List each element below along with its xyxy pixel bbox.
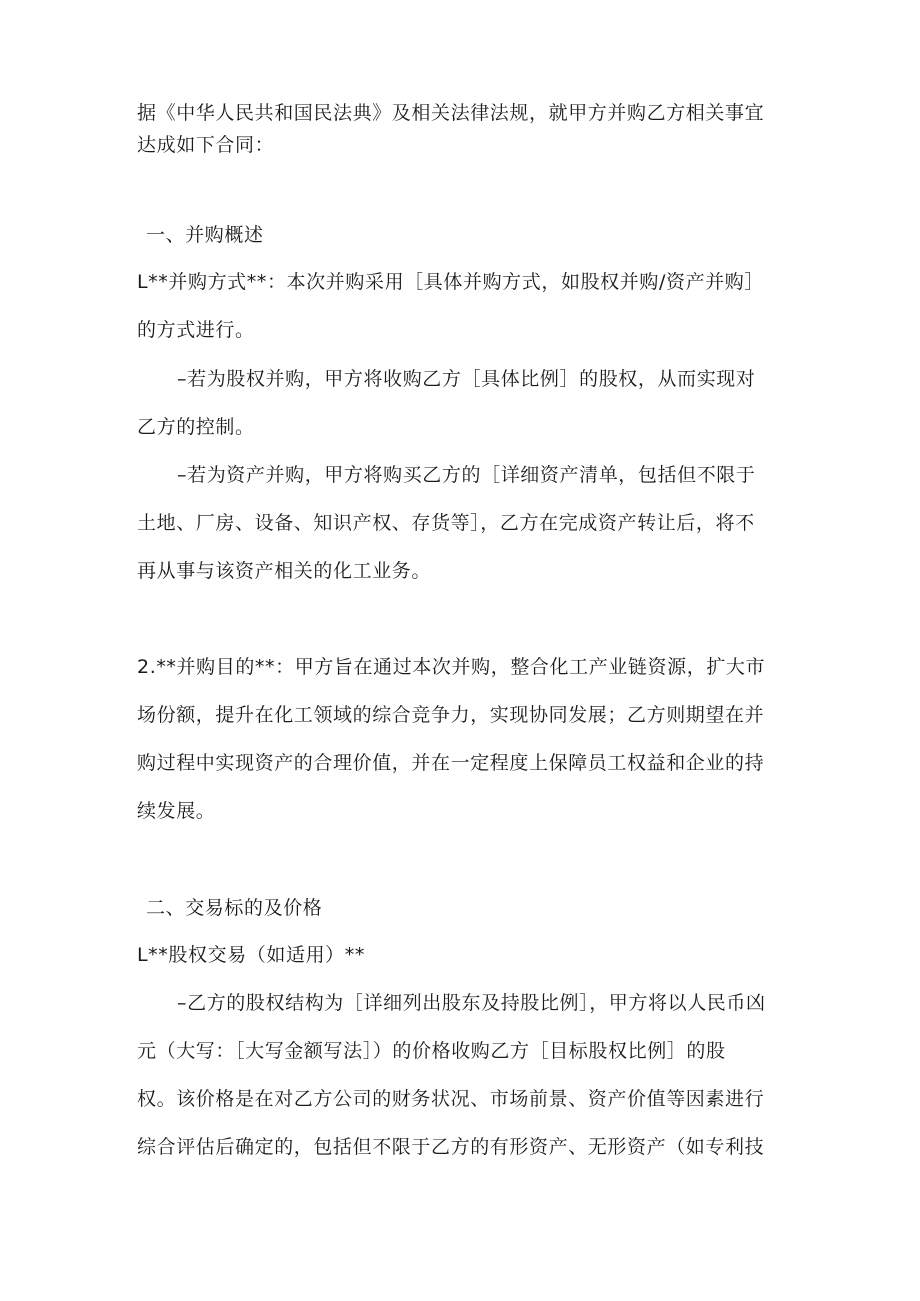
intro-line-1: 据《中华人民共和国民法典》及相关法律法规，就甲方并购乙方相关事宜 (137, 102, 765, 124)
merger-method-line-2: 的方式进行。 (137, 319, 255, 341)
merger-purpose-line-4: 续发展。 (137, 800, 216, 822)
section-2-heading: 二、交易标的及价格 (146, 897, 323, 919)
section-1-heading: 一、并购概述 (146, 224, 264, 246)
equity-trade-line-4: 综合评估后确定的，包括但不限于乙方的有形资产、无形资产（如专利技 (137, 1136, 765, 1158)
merger-purpose-line-3: 购过程中实现资产的合理价值，并在一定程度上保障员工权益和企业的持 (137, 752, 765, 774)
asset-merger-line-3: 再从事与该资产相关的化工业务。 (137, 560, 432, 582)
equity-merger-line-1: –若为股权并购，甲方将收购乙方［具体比例］的股权，从而实现对 (177, 368, 756, 390)
equity-trade-line-1: –乙方的股权结构为［详细列出股东及持股比例］，甲方将以人民币凶 (177, 992, 766, 1014)
merger-purpose-line-1: 2.**并购目的**：甲方旨在通过本次并购，整合化工产业链资源，扩大市 (137, 656, 766, 678)
equity-trade-line-2: 元（大写：［大写金额写法］）的价格收购乙方［目标股权比例］的股 (137, 1040, 726, 1062)
equity-trade-line-3: 权。该价格是在对乙方公司的财务状况、市场前景、资产价值等因素进行 (137, 1088, 765, 1110)
asset-merger-line-2: 土地、厂房、设备、知识产权、存货等］，乙方在完成资产转让后，将不 (137, 512, 755, 534)
merger-method-line-1: L**并购方式**：本次并购采用［具体并购方式，如股权并购/资产并购］ (137, 271, 764, 293)
intro-line-2: 达成如下合同： (137, 134, 275, 156)
equity-merger-line-2: 乙方的控制。 (137, 416, 255, 438)
equity-trade-title: L**股权交易（如适用）** (137, 944, 365, 966)
asset-merger-line-1: –若为资产并购，甲方将购买乙方的［详细资产清单，包括但不限于 (177, 464, 756, 486)
merger-purpose-line-2: 场份额，提升在化工领域的综合竞争力，实现协同发展；乙方则期望在并 (137, 704, 765, 726)
